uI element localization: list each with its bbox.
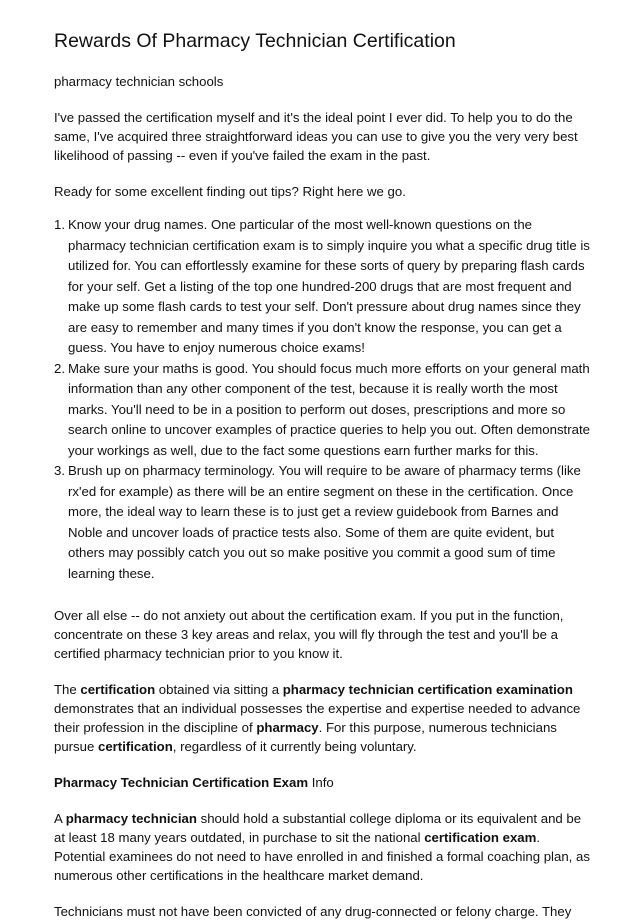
text-run: obtained via sitting a <box>155 682 283 697</box>
overall-paragraph: Over all else -- do not anxiety out about the certification exam. If you put in the function, concentrate on these 3 key areas and relax, you will fly through the test and you'll be a certified pharmacy technician prior to you know it. <box>54 608 564 661</box>
list-item-number: 2. <box>54 360 65 376</box>
list-item-number: 3. <box>54 463 65 478</box>
list-item <box>54 359 590 462</box>
subtitle-link-text: pharmacy technician schools <box>54 74 224 89</box>
certification-paragraph <box>54 680 590 756</box>
bold-keyword: certification <box>80 682 156 697</box>
tips-list <box>54 215 590 584</box>
text-run: . For this purpose, numerous technicians pursue <box>54 720 557 754</box>
bold-keyword: pharmacy technician <box>65 811 197 826</box>
text-run: demonstrates that an individual possesses the expertise and expertise needed to advance their profession in the discipline of <box>54 701 581 735</box>
bold-keyword: certification exam <box>424 830 537 845</box>
section-heading <box>54 773 590 792</box>
bold-keyword: pharmacy technician certification examination <box>282 682 573 697</box>
document-page <box>54 28 590 921</box>
text-run: . Potential examinees do not need to have enrolled in and finished a formal coaching plan, as numerous other certifications in the healthcare market demand. <box>54 830 590 883</box>
bold-keyword: certification <box>98 739 173 754</box>
ready-paragraph: Ready for some excellent finding out tips? Right here we go. <box>54 184 406 199</box>
final-paragraph: Technicians must not have been convicted of any drug-connected or felony charge. They <box>54 904 572 919</box>
list-item-text: Know your drug names. One particular of the most well-known questions on the pharmacy technician certification exam is to simply inquire you what a specific drug title is utilized for. You can effortlessly examine for these sorts of query by preparing flash cards for your self. Get a listing of the top one hundred-200 drugs that are most frequent and make up some flash cards to test your self. Don't pressure about drug names since they are easy to remember and many times if you don't know the response, you can get a guess. You have to enjoy numerous choice exams! <box>68 217 590 355</box>
bold-keyword: pharmacy <box>256 720 319 735</box>
list-item-number: 1. <box>54 217 65 232</box>
list-item-text: Make sure your maths is good. You should focus much more efforts on your general math information than any other component of the test, because it is really worth the most marks. You'll need to be in a position to perform out doses, prescriptions and more so search online to uncover examples of practice queries to help you out. Often demonstrate your workings as well, due to the fact some questions earn further marks for this. <box>68 360 590 458</box>
page-title: Rewards Of Pharmacy Technician Certification <box>54 30 456 52</box>
text-run: should hold a substantial college diploma or its equivalent and be at least 18 many years outdated, in purchase to sit the national <box>54 811 582 845</box>
list-item <box>54 215 590 359</box>
text-run: A <box>54 811 66 826</box>
text-run: , regardless of it currently being voluntary. <box>172 739 417 754</box>
text-run: The <box>54 682 81 697</box>
section-heading-bold: Pharmacy Technician Certification Exam <box>54 775 309 790</box>
intro-paragraph: I've passed the certification myself and it's the ideal point I ever did. To help you to do the same, I've acquired three straightforward ideas you can use to give you the very very best likelihood of passing -- even if you've failed the exam in the past. <box>54 110 578 163</box>
list-item <box>54 461 590 584</box>
requirements-paragraph <box>54 809 590 885</box>
section-heading-rest: Info <box>308 775 334 790</box>
list-item-text: Brush up on pharmacy terminology. You will require to be aware of pharmacy terms (like rx'ed for example) as there will be an entire segment on these in the certification. Once more, the ideal way to learn these is to just get a review guidebook from Barnes and Noble and uncover loads of practice tests also. Some of them are quite evident, but others may possibly catch you out so make positive you commit a good sum of time learning these. <box>68 463 581 581</box>
